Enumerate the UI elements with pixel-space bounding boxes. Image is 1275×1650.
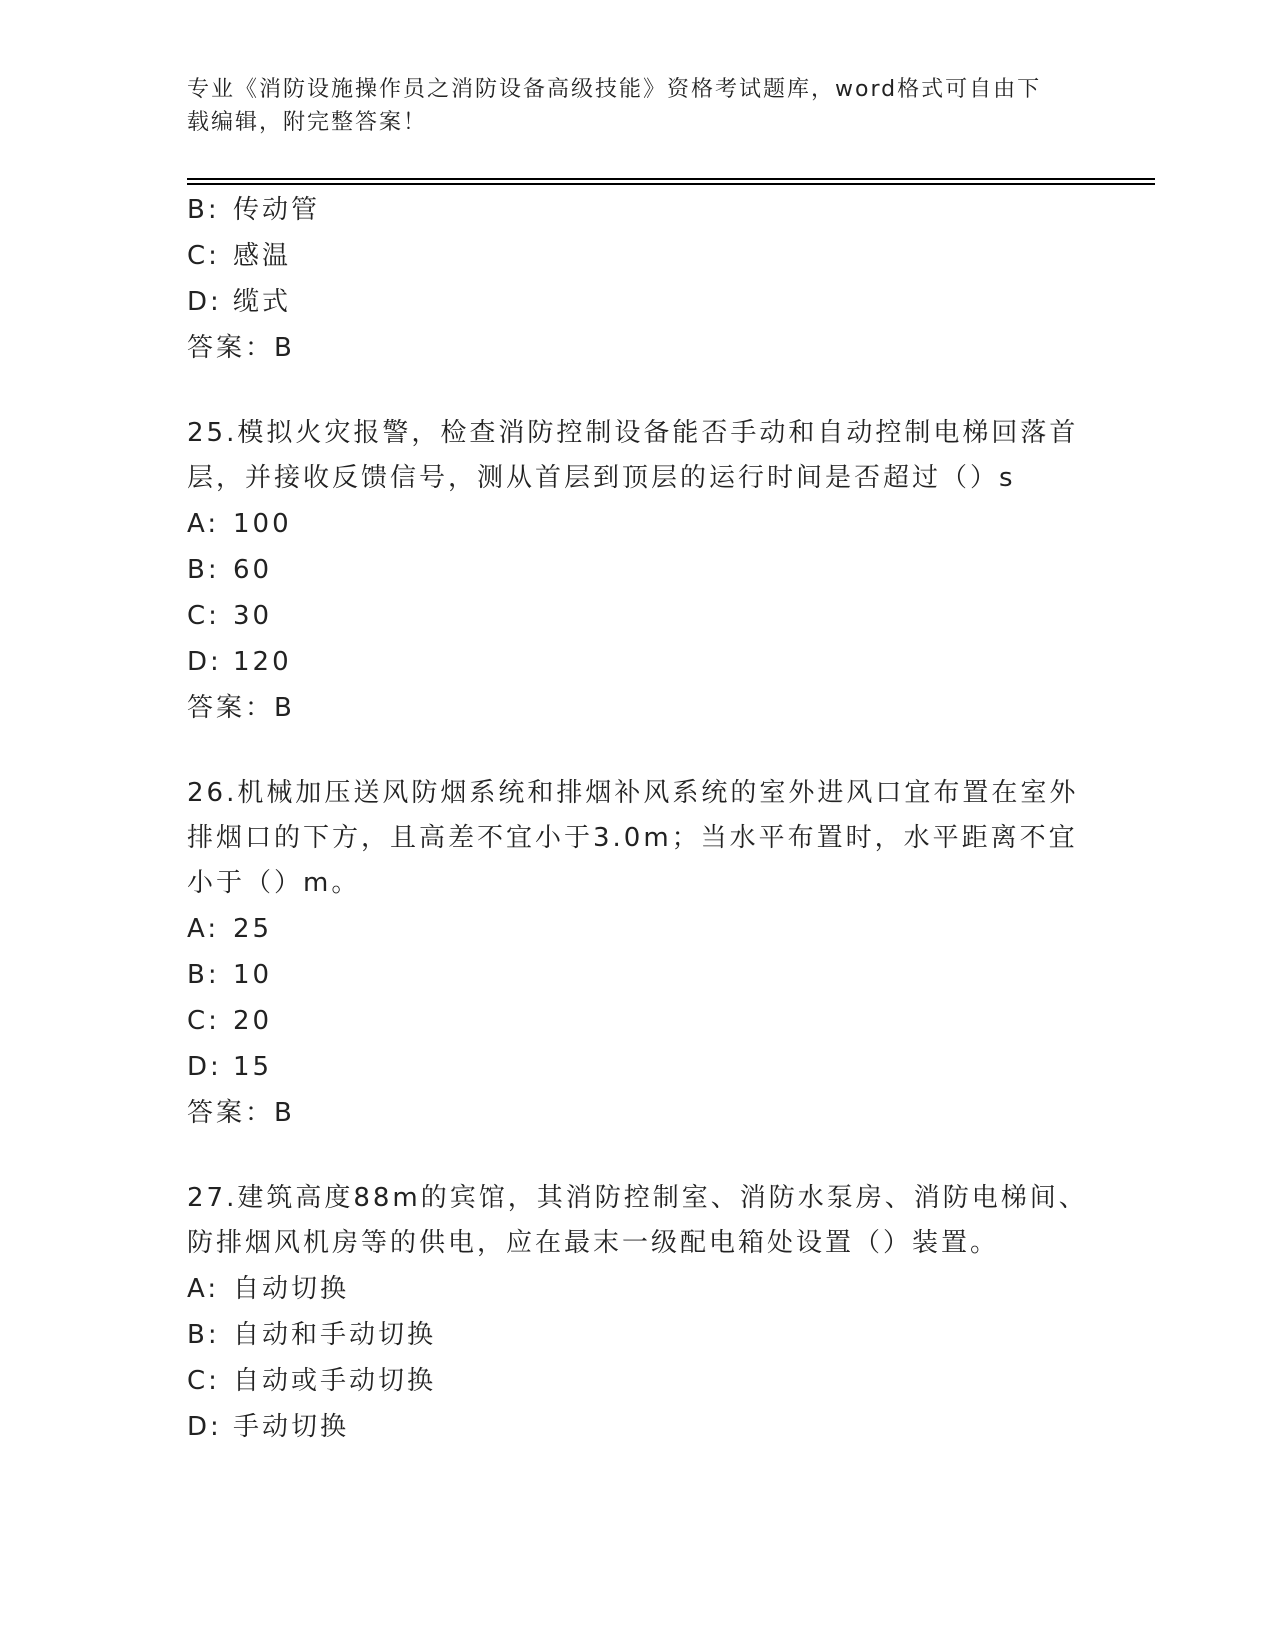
header-line-1: 专业《消防设施操作员之消防设备高级技能》资格考试题库，word格式可自由下 (187, 77, 1042, 102)
option-row (187, 279, 1087, 325)
question-text-line: 层，并接收反馈信号，测从首层到顶层的运行时间是否超过（）s (187, 463, 1016, 493)
option-row (187, 1312, 1087, 1358)
option-text: 100 (233, 509, 292, 539)
question-block (187, 1176, 1087, 1450)
question-text-line: 26.机械加压送风防烟系统和排烟补风系统的室外进风口宜布置在室外 (187, 778, 1079, 808)
option-row (187, 1044, 1087, 1090)
option-text: 10 (233, 960, 273, 990)
option-row (187, 1266, 1087, 1312)
option-label: D: (187, 1412, 222, 1442)
option-text: 缆式 (233, 287, 292, 317)
option-label: A: (187, 1274, 220, 1304)
question-block (187, 771, 1087, 1136)
answer-prefix: 答案： (187, 693, 275, 723)
option-text: 25 (233, 914, 273, 944)
answer-row (187, 325, 1087, 371)
option-row (187, 593, 1087, 639)
question-block (187, 187, 1087, 371)
option-text: 自动或手动切换 (233, 1366, 437, 1396)
option-label: C: (187, 1366, 220, 1396)
header-line-2: 载编辑，附完整答案！ (187, 110, 428, 135)
question-block (187, 411, 1087, 731)
option-label: A: (187, 509, 220, 539)
page-header (187, 73, 1067, 139)
option-text: 感温 (233, 241, 292, 271)
question-text-line: 小于（）m。 (187, 868, 361, 898)
option-row (187, 998, 1087, 1044)
option-row (187, 906, 1087, 952)
option-label: D: (187, 647, 222, 677)
question-text-line: 25.模拟火灾报警，检查消防控制设备能否手动和自动控制电梯回落首 (187, 418, 1079, 448)
option-row (187, 233, 1087, 279)
option-text: 手动切换 (233, 1412, 350, 1442)
header-divider-top (187, 178, 1155, 180)
option-row (187, 1358, 1087, 1404)
answer-prefix: 答案： (187, 333, 275, 363)
answer-value: B (274, 693, 295, 723)
option-row (187, 187, 1087, 233)
question-list (187, 187, 1087, 1450)
option-row (187, 639, 1087, 685)
answer-row (187, 685, 1087, 731)
option-row (187, 547, 1087, 593)
question-text-line: 排烟口的下方，且高差不宜小于3.0m；当水平布置时，水平距离不宜 (187, 823, 1078, 853)
option-text: 60 (233, 555, 273, 585)
option-text: 自动切换 (233, 1274, 350, 1304)
option-row (187, 501, 1087, 547)
header-divider-bottom (187, 183, 1155, 185)
option-label: C: (187, 1006, 220, 1036)
answer-value: B (274, 333, 295, 363)
answer-row (187, 1090, 1087, 1136)
question-text-line: 27.建筑高度88m的宾馆，其消防控制室、消防水泵房、消防电梯间、 (187, 1183, 1088, 1213)
option-label: C: (187, 601, 220, 631)
option-label: D: (187, 1052, 222, 1082)
answer-value: B (274, 1098, 295, 1128)
option-text: 15 (233, 1052, 273, 1082)
option-text: 30 (233, 601, 273, 631)
option-label: B: (187, 555, 220, 585)
option-row (187, 952, 1087, 998)
option-label: B: (187, 1320, 220, 1350)
option-label: C: (187, 241, 220, 271)
option-label: A: (187, 914, 220, 944)
option-label: B: (187, 195, 220, 225)
option-label: B: (187, 960, 220, 990)
option-text: 自动和手动切换 (233, 1320, 437, 1350)
option-text: 传动管 (233, 195, 321, 225)
question-text-line: 防排烟风机房等的供电，应在最末一级配电箱处设置（）装置。 (187, 1228, 1000, 1258)
option-label: D: (187, 287, 222, 317)
option-text: 120 (233, 647, 292, 677)
answer-prefix: 答案： (187, 1098, 275, 1128)
option-text: 20 (233, 1006, 273, 1036)
option-row (187, 1404, 1087, 1450)
